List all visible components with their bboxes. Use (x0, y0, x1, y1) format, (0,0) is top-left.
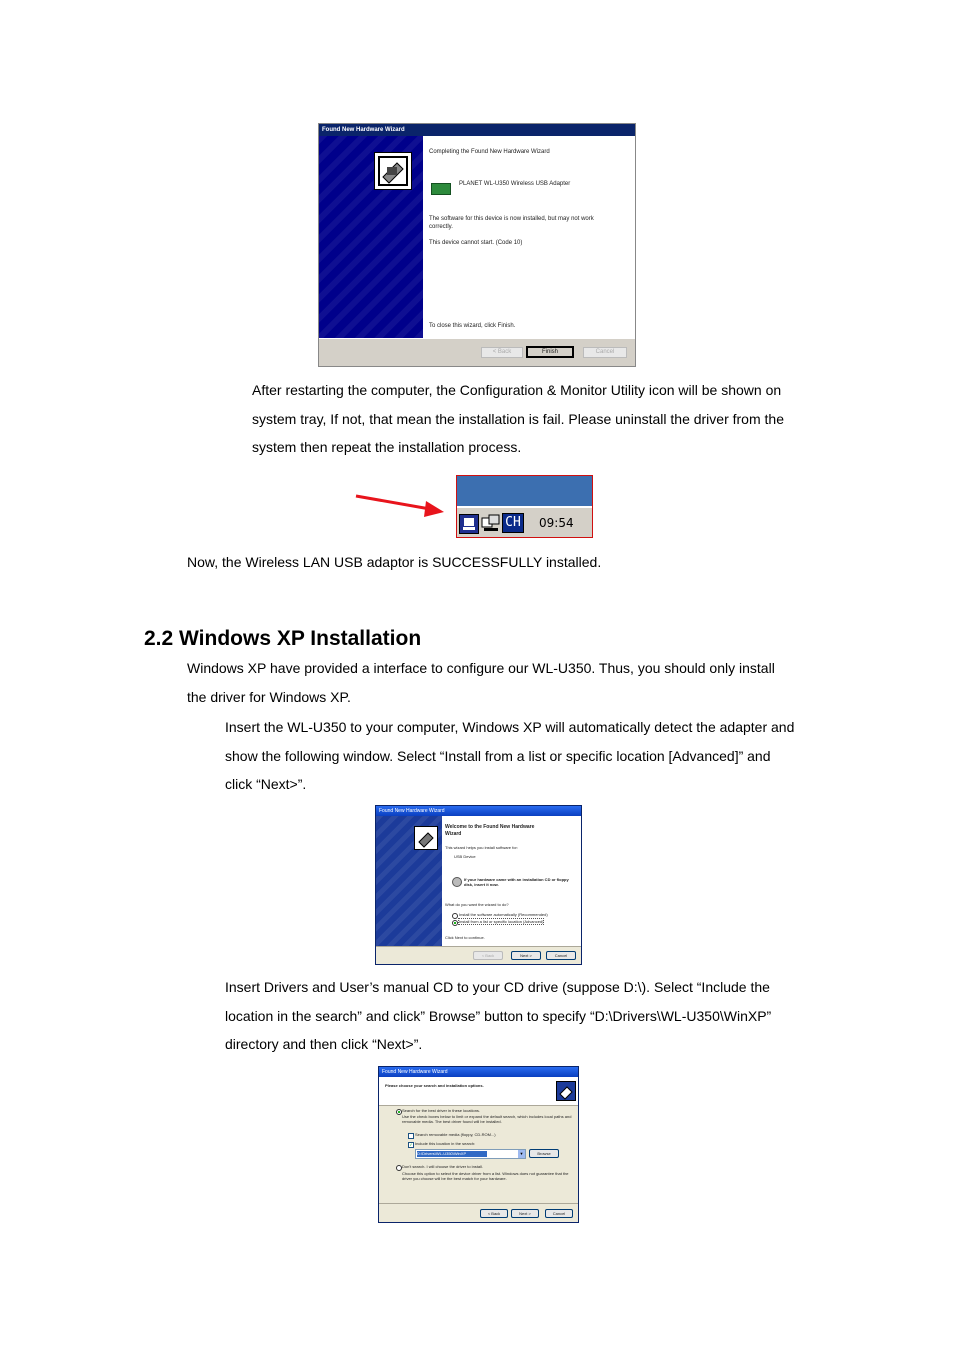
text-line: click “Next>”. (225, 776, 307, 792)
network-icon[interactable] (481, 514, 501, 532)
browse-button[interactable]: Browse (529, 1149, 559, 1158)
text-line: directory and then click “Next>”. (225, 1036, 423, 1052)
path-input[interactable]: D:\Drivers\WL-U350\WinXP (417, 1151, 487, 1157)
close-hint: To close this wizard, click Finish. (429, 323, 516, 329)
wizard-heading: Please choose your search and installation options. (385, 1083, 484, 1088)
checkbox-include-label: Include this location in the search: (415, 1141, 476, 1146)
text-line: Insert Drivers and User’s manual CD to your CD drive (suppose D:\). Select “Include the (225, 979, 770, 995)
wizard-header (379, 1077, 578, 1106)
wizard-title: Found New Hardware Wizard (379, 808, 445, 814)
checkbox-removable[interactable] (408, 1133, 414, 1139)
text-line: location in the search” and click” Browse” button to specify “D:\Drivers\WL-U350\WinXP” (225, 1007, 772, 1024)
radio-auto[interactable] (452, 913, 458, 919)
cancel-button[interactable]: Cancel (583, 347, 627, 358)
xp-title-bar (376, 806, 581, 816)
path-combo[interactable] (415, 1149, 526, 1159)
back-button[interactable]: < Back (481, 347, 523, 358)
cd-hint: If your hardware came with an installation CD or floppy disk, insert it now. (464, 877, 569, 887)
wizard-button-bar (319, 338, 635, 367)
wizard-button-bar (379, 1203, 578, 1223)
paragraph-xp-intro (187, 654, 775, 711)
checkbox-include-location[interactable]: ✓ (409, 1142, 413, 1147)
option-search-desc: Use the check boxes below to limit or expand the default search, which includes local paths and removable media. The best driver found will be installed. (402, 1114, 572, 1124)
text-line: Insert the WL-U350 to your computer, Windows XP will automatically detect the adapter and (225, 719, 795, 735)
wizard-content (423, 136, 635, 338)
wizard-question: What do you want the wizard to do? (445, 902, 509, 907)
next-button[interactable]: Next > (511, 1209, 539, 1218)
device-name: USB Device (454, 854, 476, 859)
language-indicator[interactable]: CH (502, 513, 524, 533)
chevron-down-icon[interactable]: ▼ (519, 1151, 524, 1156)
paragraph-restart (252, 376, 784, 462)
paragraph-insert-adapter (225, 713, 794, 799)
cd-icon (452, 877, 462, 887)
continue-hint: Click Next to continue. (445, 935, 485, 940)
back-button[interactable]: < Back (473, 951, 503, 960)
system-tray-screenshot (456, 475, 593, 538)
adapter-icon (431, 183, 451, 195)
cancel-button[interactable]: Cancel (546, 951, 576, 960)
hardware-wizard-icon (414, 826, 438, 850)
success-text: Now, the Wireless LAN USB adaptor is SUCCESSFULLY installed. (187, 554, 602, 570)
monitor-utility-icon[interactable] (459, 514, 479, 534)
text-line: After restarting the computer, the Configuration & Monitor Utility icon will be shown on (252, 382, 782, 398)
wizard-title: Found New Hardware Wizard (382, 1069, 448, 1075)
option-search: Search for the best driver in these locations. (402, 1108, 481, 1113)
wizard-heading: Welcome to the Found New Hardware Wizard (445, 824, 535, 837)
radio-advanced[interactable] (452, 920, 458, 926)
device-name: PLANET WL-U350 Wireless USB Adapter (459, 181, 571, 187)
tray-bar (457, 506, 592, 538)
text-line: the driver for Windows XP. (187, 688, 351, 705)
wizard-screenshot-search-options (378, 1066, 579, 1223)
wizard-title: Found New Hardware Wizard (322, 127, 405, 133)
wizard-side-panel (376, 816, 442, 946)
next-button[interactable]: Next > (511, 951, 541, 960)
text-line: Windows XP have provided a interface to configure our WL-U350. Thus, you should only install (187, 660, 775, 676)
hardware-wizard-icon (374, 152, 412, 190)
wizard-screenshot-completing (318, 123, 636, 367)
clock[interactable]: 09:54 (539, 516, 574, 530)
xp-title-bar (379, 1067, 578, 1077)
error-code-message: This device cannot start. (Code 10) (429, 240, 523, 246)
red-arrow-icon (354, 490, 446, 522)
text-line: show the following window. Select “Install from a list or specific location [Advanced]” and (225, 747, 771, 764)
wizard-content (442, 816, 581, 946)
wizard-side-panel (319, 136, 423, 338)
option-dont-search: Don't search. I will choose the driver to install. (402, 1164, 484, 1169)
wizard-button-bar (376, 946, 581, 965)
cancel-button[interactable]: Cancel (545, 1209, 573, 1218)
text-line: system then repeat the installation process. (252, 439, 522, 455)
finish-button[interactable]: Finish (526, 346, 574, 358)
wizard-heading: Completing the Found New Hardware Wizard (429, 149, 550, 155)
section-heading: 2.2 Windows XP Installation (144, 627, 422, 650)
wizard-title-bar (319, 124, 635, 136)
option-dont-search-desc: Choose this option to select the device driver from a list. Windows does not guarantee that the driver you choose will be the best match for your hardware. (402, 1171, 569, 1181)
intro-text: This wizard helps you install software for: (445, 845, 518, 850)
option-auto: Install the software automatically (Recommended) (459, 912, 548, 917)
wizard-message: The software for this device is now installed, but may not work correctly. (429, 216, 594, 230)
text-line: system tray, If not, that mean the installation is fail. Please uninstall the driver from the (252, 410, 784, 427)
tray-blue-area (457, 476, 592, 506)
checkbox-removable-label: Search removable media (floppy, CD-ROM...) (415, 1132, 496, 1137)
paragraph-insert-cd (225, 973, 771, 1059)
option-advanced: Install from a list or specific location (Advanced) (459, 919, 544, 924)
back-button[interactable]: < Back (480, 1209, 508, 1218)
hardware-wizard-icon (556, 1081, 576, 1101)
wizard-screenshot-welcome (375, 805, 582, 965)
